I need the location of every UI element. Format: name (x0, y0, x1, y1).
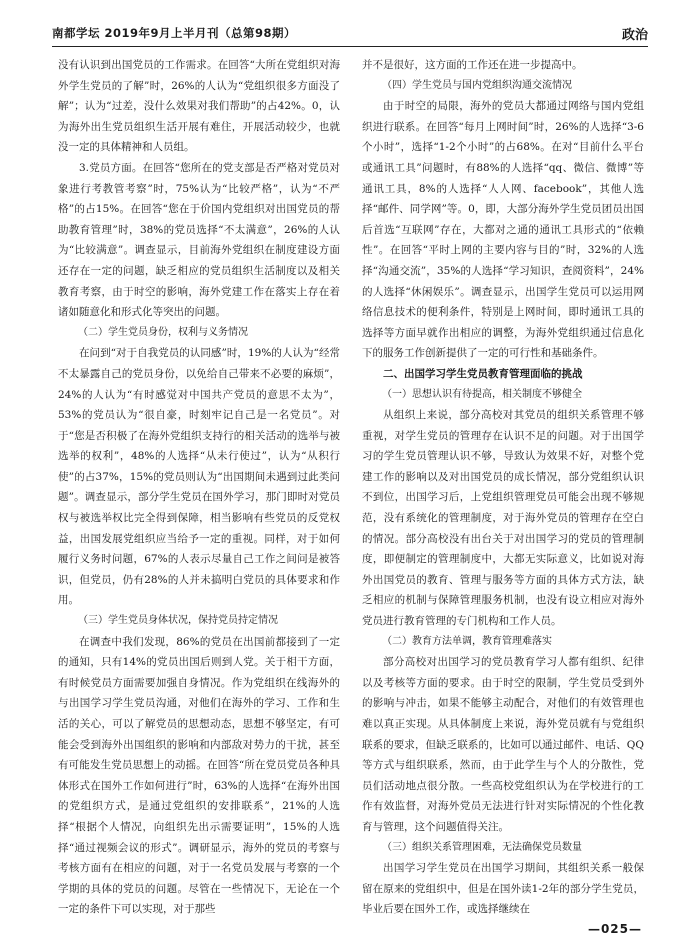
subheading: （二）学生党员身份，权利与义务情况 (78, 326, 248, 338)
paragraph: 在问到“对于自我党员的认同感”时，19%的人认为“经常不太暴露自己的党员身份，以免给自己带来不必要的麻烦”，24%的人认为“有时感觉对中国共产党员的意思不太为”，53%的党员认为“很自豪，时刻牢记自己是一名党员”。对于“您是否积极了在海外党组织支持行的相关活动的选举与被选举的权利”，48%的人选择“从未行使过”，认为“从积行使”的占37%，15%的党员则认为“出国期间未遇到过此类问题”。调查显示，部分学生党员在国外学习，那门即时对党员权与被选举权比完全得到保障，相当影响有些党员的反党权益，出国发展党组织应当给予一定的重视。同样，对于如何履行义务时问题，67%的人表示尽量自己工作之间问是被答识，但党员，仍有28%的人并未搞明白党员的具体要求和作用。 (58, 347, 340, 607)
page-number: —025— (587, 922, 642, 936)
section-heading: 二、出国学习学生党员教育管理面临的挑战 (383, 367, 583, 380)
paragraph: 在调查中我们发现，86%的党员在出国前都接到了一定的通知，只有14%的党员出国后则到人党。关于相干方面，有时候党员方面需要加强自身情况。作为党组织在线海外的与出国学习学生党员沟通，对他们在海外的学习、工作和生活的关心，可以了解党员的思想动态，思想不够坚定，有可能会受到海外出国组织的影响和内部敌对势力的干扰，甚至有可能发生党员思想上的动摇。在回答“所在党员党员各种具体形式在国外工作如何进行”时，63%的人选择“在海外出国的党组织方式，是通过党组织的安排联系”，21%的人选择“根据个人情况，向组织先出示需要证明”，15%的人选择“通过视频会议的形式”。调研显示，海外的党员的考察与考核方面有在相应的问题，对于一名党员发展与考察的一个学期的具体的党员的问题。尽管在一些情况下，无论在一个一定的条件下可以实现，对于那些 (58, 635, 340, 915)
subheading: （二）教育方法单调，教育管理难落实 (382, 635, 552, 647)
paragraph: 由于时空的局限，海外的党员大都通过网络与国内党组织进行联系。在回答“每月上网时间”时，26%的人选择“3-6个小时”，选择“1-2个小时”的占68%。在对“目前什么平台或通讯工具”问题时，有88%的人选择“qq、微信、微博”等通讯工具，8%的人选择“人人网、facebook”，其他人选择“邮件、同学网”等。0，即，大部分海外学生党员团员出国后首选“互联网”存在，大都对之通的通讯工具形式的“依赖性”。在回答“平时上网的主要内容与目的”时，32%的人选择“沟通交流”，35%的人选择“学习知识，查阅资料”，24%的人选择“休闲娱乐”。调查显示，出国学生党员可以运用网络信息技术的便利条件，特别是上网时间，即时通讯工具的选择等方面早就作出相应的调整，为海外党组织通过信息化下的服务工作创新提供了一定的可行性和基础条件。 (362, 100, 644, 360)
paragraph: 出国学习学生党员在出国学习期间，其组织关系一般保留在原来的党组织中，但是在国外读1-2年的部分学生党员，毕业后要在国外工作，或选择继续在 (362, 862, 644, 915)
left-column (58, 55, 340, 915)
subheading: （一）思想认识有待提高，相关制度不够健全 (382, 388, 582, 400)
subheading: （三）学生党员身体状况，保持党员持定情况 (78, 615, 278, 627)
page-header (52, 22, 648, 47)
paragraph: 并不是很好，这方面的工作还在进一步提高中。 (362, 59, 583, 71)
journal-title: 南都学坛 2019年9月上半月刊（总第98期） (52, 26, 297, 40)
subheading: （三）组织关系管理困难，无法确保党员数量 (382, 841, 582, 853)
paragraph: 没有认识到出国党员的工作需求。在回答“大所在党组织对海外学生党员的了解”时，26%的人认为“党组织很多方面没了解”；认为“过差，没什么效果对我们帮助”的占42%。0，认为海外出生党员组织生活开展有难住，开展活动较少，也就没一定的具体精神和人员组。 (58, 59, 340, 154)
paragraph: 从组织上来说，部分高校对其党员的组织关系管理不够重视，对学生党员的管理存在认识不足的问题。对于出国学习的学生党员管理认识不够，导致认为效果不好，对整个党建工作的影响以及对出国党员的成长情况，部分党组织认识不到位，出国学习后，上党组织管理党员可能会出现不够规范，没有系统化的管理制度，对于海外党员的管理存在空白的情况。部分高校没有出台关于对出国学习的党员的管理制度，即便制定的管理制度中，大都无实际意义，比如说对海外出国党员的教育、管理与服务等方面的具体方式方法，缺乏相应的机制与保障管理服务机制，也没有设立相应对海外党员进行教育管理的专门机构和工作人员。 (362, 409, 644, 628)
paragraph: 部分高校对出国学习的党员教育学习人都有组织、纪律以及考核等方面的要求。由于时空的限制，学生党员受到外的影响与冲击，如果不能够主动配合，对他们的有效管理也难以真正实现。从具体制度上来说，海外党员就有与党组织联系的要求，但缺乏联系的，比如可以通过邮件、电话、QQ等方式与组织联系，然而，由于此学生与个人的分散性，党员们活动地点很分散。一些高校党组织认为在学校进行的工作有效监督，对海外党员无法进行针对实际情况的个性化教育与管理，这个问题值得关注。 (362, 656, 644, 833)
right-column (362, 55, 644, 915)
section-label: 政治 (621, 28, 648, 43)
paragraph: 3.党员方面。在回答“您所在的党支部是否严格对党员对象进行考教管考察”时，75%认为“比较严格”，认为“不严格”的占15%。在回答“您在于价国内党组织对出国党员的帮助教育管理”时，38%的党员选择“不太满意”，26%的人认为“比较满意”。调查显示，目前海外党组织在制度建设方面还存在一定的问题，缺乏相应的党员组织生活制度以及相关教育考察，由于时空的影响，海外党建工作在落实上存在着诸如随意化和形式化等突出的问题。 (58, 161, 340, 319)
subheading: （四）学生党员与国内党组织沟通交流情况 (382, 79, 572, 91)
